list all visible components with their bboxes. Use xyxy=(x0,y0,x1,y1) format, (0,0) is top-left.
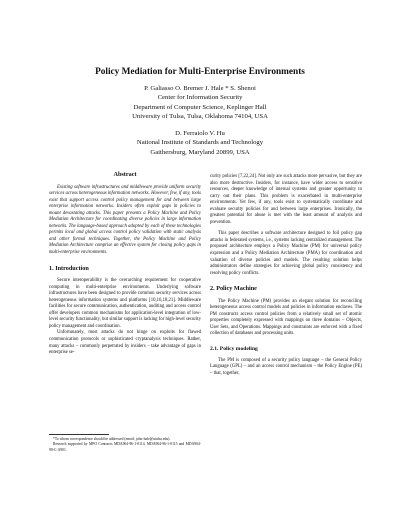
body-paragraph: Secure interoperability is the overarching requirement for cooperative computing in multi-enterprise environments. Underlying software infrastructures have been designed to provide common security services across heterogeneous information systems and platforms [10,16,18,21]. Middleware facilities for secure communication, authentication, auditing and access control offer developers common mechanisms for application-level integration of low-level security functionality, but similar support is lacking for high-level security policy management and coordination. xyxy=(49,278,201,329)
author-block-nist xyxy=(0,129,400,157)
body-paragraph: Unfortunately, most attacks do not hinge on exploits for flawed communication protocols or sophisticated cryptanalysis techniques. Rather, many attacks – commonly perpetrated by insiders – take advantage of gaps in enterprise se- xyxy=(49,330,201,356)
left-column xyxy=(49,172,201,357)
affiliation-line: Center for Information Security xyxy=(157,94,243,102)
affiliation-line: University of Tulsa, Tulsa, Oklahoma 74104, USA xyxy=(132,112,268,120)
paper-title: Policy Mediation for Multi-Enterprise Environments xyxy=(95,67,305,77)
author-block-tulsa xyxy=(0,84,400,121)
subsection-heading-policy-modeling: 2.1. Policy modeling xyxy=(210,346,258,353)
section-heading-introduction: 1. Introduction xyxy=(49,264,89,272)
body-paragraph: This paper describes a software architecture designed to foil policy gap attacks in federated systems, i.e., systems lacking centralized management. The proposed architecture employs a Policy Machine (PM) for universal policy expression and a Policy Mediation Architecture (PMA) for coordination and valuation of diverse policies and models. The resulting solution helps administrators define strategies for achieving global policy consistency and resolving policy conflicts. xyxy=(210,231,362,276)
author-names-nist: D. Ferraiolo V. Hu xyxy=(175,130,225,137)
body-paragraph: curity policies [7,22,24]. Not only are such attacks more pervasive, but they are also more destructive. Insiders, for instance, have wider access to sensitive resources, deeper knowledge of internal systems and greater opportunity to carry out their plans. This problem is exacerbated in multi-enterprise environments. Yet few, if any, tools exist to systematically coordinate and evaluate security policies for and between large enterprises. Ironically, the greatest potential for abuse is met with the least amount of analysis and prevention. xyxy=(210,174,362,225)
footnote-line: *To whom correspondence should be addressed (email: john-hale@utulsa.edu). xyxy=(53,437,171,441)
right-column xyxy=(210,174,362,377)
affiliation-line: Department of Computer Science, Keplinger Hall xyxy=(133,103,267,111)
author-names-tulsa: P. Galiasso O. Bremer J. Hale * S. Shenoi xyxy=(144,85,256,92)
affiliation-line: National Institute of Standards and Technology xyxy=(136,139,264,147)
footnote-line: Research supported by MPO Contracts MDA904-96-1-0114, MDA904-96-1-0115 and MDA904-98-C-A901. xyxy=(49,442,201,452)
footnote-divider xyxy=(49,434,109,435)
abstract-text: Existing software infrastructures and middleware provide uniform security services across heterogeneous information networks. However, few, if any, tools exist that support access control policy management for and between large enterprise information networks. Insiders often exploit gaps in policies to mount devastating attacks. This paper presents a Policy Machine and Policy Mediation Architecture for coordinating diverse policies in large information networks. The language-based approach adopted by each of these technologies permits local and global access control policy validation with static analysis and other formal techniques. Together, the Policy Machine and Policy Mediation Architecture comprise an effective system for closing policy gaps in multi-enterprise environments. xyxy=(49,184,201,256)
footnote xyxy=(49,437,201,453)
body-paragraph: The PM is composed of a security policy language – the General Policy Language (GPL) – and an access control mechanism – the Policy Engine (PE) – that, together, xyxy=(210,357,362,376)
abstract-heading: Abstract xyxy=(113,171,137,178)
body-paragraph: The Policy Machine (PM) provides an elegant solution for reconciling heterogeneous access control models and policies in information enclaves. The PM constructs access control policies from a relatively small set of atomic properties completely expressed with mappings on three domains – Objects, User Sets, and Operations. Mappings and constraints are enforced with a fixed collection of databases and processing units. xyxy=(210,298,362,337)
affiliation-line: Gaithersburg, Maryland 20899, USA xyxy=(150,148,250,156)
section-heading-policy-machine: 2. Policy Machine xyxy=(210,285,257,293)
